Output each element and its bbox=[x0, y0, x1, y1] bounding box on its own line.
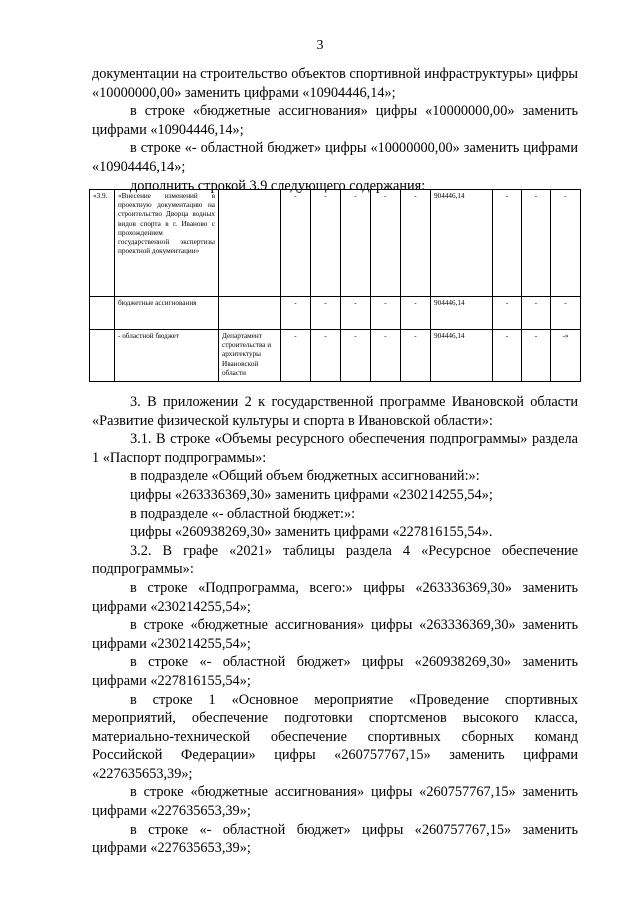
paragraph: в строке «бюджетные ассигнования» цифры «263336369,30» заменить цифрами «230214255,54»; bbox=[92, 617, 578, 652]
value-cell: - bbox=[493, 297, 522, 330]
paragraph: в строке 1 «Основное мероприятие «Проведение спортивных мероприятий, обеспечение подготовки спортсменов высокого класса, материально-технической обеспечение спортивных сборных команд Российской Федерации» цифры «260757767,15» заменить цифрами «227635653,39»; bbox=[92, 691, 578, 782]
row-number-cell: «3.9. bbox=[90, 190, 115, 297]
paragraph: цифры «260938269,30» заменить цифрами «227816155,54». bbox=[130, 524, 493, 541]
value-cell: - bbox=[401, 190, 431, 297]
value-cell: - bbox=[401, 330, 431, 382]
value-cell: - bbox=[522, 330, 551, 382]
value-cell: - bbox=[311, 190, 341, 297]
value-cell: - bbox=[371, 297, 401, 330]
paragraph: в подразделе «- областной бюджет:»: bbox=[130, 505, 356, 522]
paragraph: документации на строительство объектов спортивной инфраструктуры» цифры «10000000,00» заменить цифрами «10904446,14»; bbox=[92, 66, 578, 101]
value-cell: - bbox=[371, 190, 401, 297]
value-cell: - bbox=[341, 297, 371, 330]
value-cell: -» bbox=[551, 330, 581, 382]
value-cell: - bbox=[493, 190, 522, 297]
table-row bbox=[90, 297, 581, 330]
paragraph: в строке «бюджетные ассигнования» цифры «260757767,15» заменить цифрами «227635653,39»; bbox=[92, 784, 578, 820]
budget-table bbox=[89, 189, 581, 382]
value-cell: - bbox=[493, 330, 522, 382]
paragraph: 3.2. В графе «2021» таблицы раздела 4 «Ресурсное обеспечение подпрограммы»: bbox=[92, 542, 578, 578]
executor-cell bbox=[219, 297, 281, 330]
value-cell: - bbox=[311, 330, 341, 382]
executor-cell bbox=[219, 190, 281, 297]
paragraph: в строке «бюджетные ассигнования» цифры «10000000,00» заменить цифрами «10904446,14»; bbox=[92, 103, 578, 138]
table-row bbox=[90, 190, 581, 297]
value-cell: - bbox=[311, 297, 341, 330]
value-cell: - bbox=[522, 297, 551, 330]
paragraph: в строке «- областной бюджет» цифры «10000000,00» заменить цифрами «10904446,14»; bbox=[92, 140, 578, 175]
paragraph: 3.1. В строке «Объемы ресурсного обеспечения подпрограммы» раздела 1 «Паспорт подпрограммы»: bbox=[92, 431, 578, 466]
paragraph: цифры «263336369,30» заменить цифрами «230214255,54»; bbox=[130, 486, 493, 503]
value-cell: 904446,14 bbox=[431, 297, 493, 330]
paragraph: в строке «- областной бюджет» цифры «260757767,15» заменить цифрами «227635653,39»; bbox=[92, 821, 578, 857]
row-name-cell: бюджетные ассигнования bbox=[115, 297, 219, 330]
value-cell: - bbox=[371, 330, 401, 382]
value-cell: - bbox=[551, 190, 581, 297]
page-number: 3 bbox=[316, 38, 324, 53]
value-cell: - bbox=[281, 190, 311, 297]
row-name-cell: «Внесение изменений в проектную документацию на строительство Дворца водных видов спорта в г. Иваново с прохождением государственной экспертизы проектной документации» bbox=[115, 190, 219, 297]
value-cell: - bbox=[401, 297, 431, 330]
text-block-bottom bbox=[92, 393, 578, 858]
paragraph: в строке «Подпрограмма, всего:» цифры «263336369,30» заменить цифрами «230214255,54»; bbox=[92, 579, 578, 615]
value-cell: 904446,14 bbox=[431, 330, 493, 382]
value-cell: - bbox=[551, 297, 581, 330]
paragraph: 3. В приложении 2 к государственной программе Ивановской области «Развитие физической культуры и спорта в Ивановской области»: bbox=[92, 394, 578, 429]
value-cell: 904446,14 bbox=[431, 190, 493, 297]
text-block-top bbox=[92, 65, 578, 195]
paragraph: в строке «- областной бюджет» цифры «260938269,30» заменить цифрами «227816155,54»; bbox=[92, 654, 578, 689]
paragraph: в подразделе «Общий объем бюджетных ассигнований:»: bbox=[130, 468, 480, 485]
executor-cell: Департамент строительства и архитектуры Ивановской области bbox=[219, 330, 281, 382]
table-row bbox=[90, 330, 581, 382]
paragraph: дополнить строкой 3.9 следующего содержания: bbox=[130, 177, 426, 194]
row-number-cell bbox=[90, 297, 115, 330]
row-number-cell bbox=[90, 330, 115, 382]
row-name-cell: - областной бюджет bbox=[115, 330, 219, 382]
value-cell: - bbox=[341, 330, 371, 382]
value-cell: - bbox=[522, 190, 551, 297]
value-cell: - bbox=[281, 330, 311, 382]
value-cell: - bbox=[281, 297, 311, 330]
value-cell: - bbox=[341, 190, 371, 297]
